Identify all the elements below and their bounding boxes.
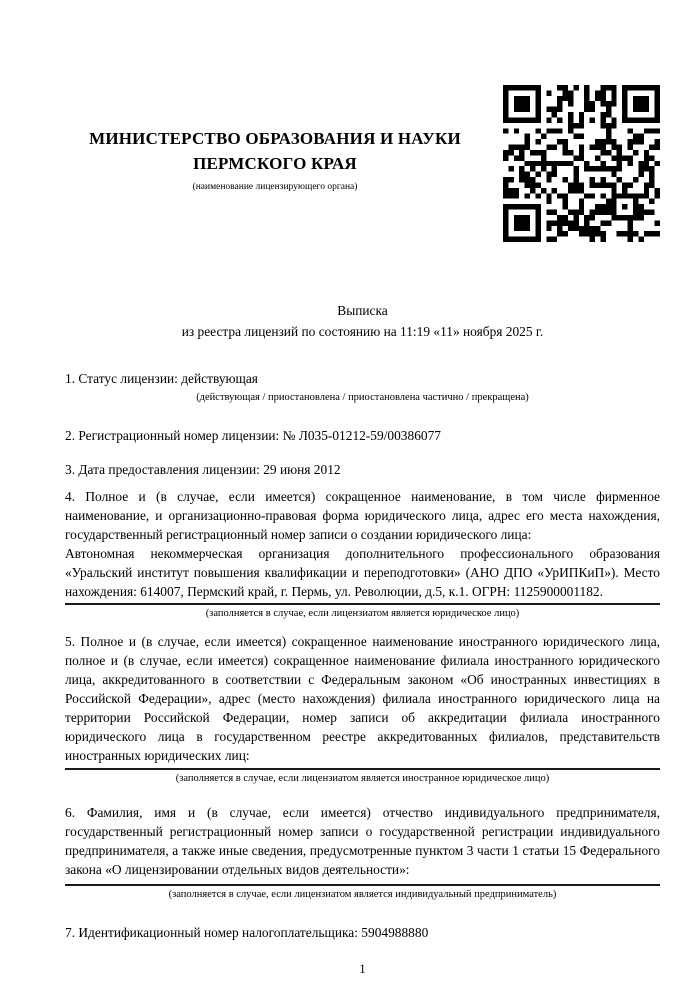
fill-in-line [65, 603, 660, 605]
document-body [65, 300, 660, 977]
individual-entrepreneur-label: 6. Фамилия, имя и (в случае, если имеется) отчество индивидуального предпринимателя, государственный регистрационный номер записи о государственной регистрации индивидуального предпринимателя, а также иные сведения, предусмотренные пунктом 3 части 1 статьи 15 Федерального закона «О лицензировании отдельных видов деятельности»: [65, 805, 660, 877]
item-foreign-entity-info [65, 632, 660, 785]
fill-in-line [65, 768, 660, 770]
item-taxpayer-id: 7. Идентификационный номер налогоплательщика: 5904988880 [65, 925, 429, 940]
foreign-entity-caption: (заполняется в случае, если лицензиатом является иностранное юридическое лицо) [175, 773, 550, 784]
qr-code-canvas [503, 85, 660, 242]
legal-entity-caption: (заполняется в случае, если лицензиатом является юридическое лицо) [205, 608, 520, 619]
item-license-grant-date: 3. Дата предоставления лицензии: 29 июня 2012 [65, 462, 341, 477]
fill-in-line [65, 884, 660, 886]
document-title: Выписка [337, 303, 388, 318]
ministry-name-line1: МИНИСТЕРСТВО ОБРАЗОВАНИЯ И НАУКИ [89, 129, 461, 148]
individual-entrepreneur-caption: (заполняется в случае, если лицензиатом является индивидуальный предприниматель) [168, 889, 557, 900]
page-number: 1 [359, 962, 366, 976]
item-individual-entrepreneur-info [65, 803, 660, 901]
licensing-authority-header [65, 126, 485, 193]
item-legal-entity-info [65, 487, 660, 620]
legal-entity-label: 4. Полное и (в случае, если имеется) сокращенное наименование, в том числе фирменное наименование, и организационно-правовая форма юридического лица, адрес его места нахождения, государственный регистрационный номер записи о создании юридического лица: [65, 489, 660, 542]
legal-entity-value: Автономная некоммерческая организация дополнительного профессионального образования «Уральский институт повышения квалификации и переподготовки» (АНО ДПО «УрИПКиП»). Место нахождения: 614007, Пермский край, г. Пермь, ул. Революции, д.5, к.1. ОГРН: 1125900001182. [65, 546, 660, 599]
qr-code [503, 85, 660, 242]
item-license-status [65, 369, 660, 404]
foreign-entity-label: 5. Полное и (в случае, если имеется) сокращенное наименование иностранного юридического лица, полное и (в случае, если имеется) сокращенное наименование филиала иностранного юридического лица, аккредитованного в соответствии с Федеральным законом «Об иностранных инвестициях в Российской Федерации», адрес (место нахождения) филиала иностранного юридического лица на территории Российской Федерации, номер записи об аккредитации филиала иностранного юридического лица в государственном реестре аккредитованных филиалов, представительств иностранных юридических лиц: [65, 634, 660, 763]
document-title-block [65, 300, 660, 342]
ministry-name-line2: ПЕРМСКОГО КРАЯ [193, 154, 357, 173]
license-status-text: 1. Статус лицензии: действующая [65, 371, 258, 386]
licensing-authority-caption: (наименование лицензирующего органа) [192, 182, 358, 192]
item-registration-number: 2. Регистрационный номер лицензии: № Л035-01212-59/00386077 [65, 428, 441, 443]
document-subtitle: из реестра лицензий по состоянию на 11:19 «11» ноября 2025 г. [181, 324, 544, 339]
license-status-options-caption: (действующая / приостановлена / приостановлена частично / прекращена) [196, 392, 529, 403]
